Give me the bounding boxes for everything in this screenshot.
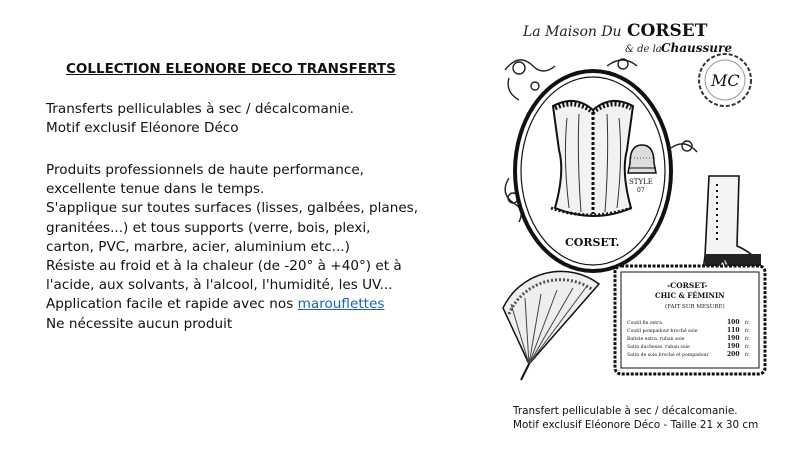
header-sub-script: & de la xyxy=(625,44,662,55)
price-row xyxy=(627,351,750,358)
price-row xyxy=(627,327,750,334)
price-item: Batiste extra, ruban soie xyxy=(627,337,685,342)
price-row xyxy=(627,343,750,350)
header-sub-brand: Chaussure xyxy=(661,41,732,55)
application-line xyxy=(46,295,426,314)
style-number: 07 xyxy=(637,187,645,194)
marouflettes-link[interactable]: marouflettes xyxy=(297,296,385,313)
price-card-note: (FAIT SUR MESURE) xyxy=(665,304,725,310)
feature-line: carton, PVC, marbre, acier, aluminium etc...) xyxy=(46,238,350,255)
feature-line: granitées...) et tous supports (verre, bois, plexi, xyxy=(46,219,371,236)
page-title: COLLECTION ELEONORE DECO TRANSFERTS xyxy=(66,61,396,77)
transfer-artwork xyxy=(495,8,773,394)
caption-line-1: Transfert pelliculable à sec / décalcomanie. xyxy=(513,405,738,417)
caption-line-2: Motif exclusif Eléonore Déco - Taille 21 x 30 cm xyxy=(513,419,759,431)
price-value: 190 xyxy=(727,335,740,342)
corset-illustration xyxy=(551,101,633,216)
price-unit: fr. xyxy=(745,345,750,350)
intro-line-1: Transferts pelliculables à sec / décalcomanie. xyxy=(46,101,354,117)
feature-line: Ne nécessite aucun produit xyxy=(46,315,233,332)
price-unit: fr. xyxy=(745,321,750,326)
feature-line: Produits professionnels de haute performance, xyxy=(46,162,365,178)
corset-label: CORSET. xyxy=(565,236,620,249)
price-card-subtitle: CHIC & FÉMININ xyxy=(655,291,725,300)
intro-paragraph xyxy=(46,100,426,138)
price-value: 190 xyxy=(727,343,740,350)
header-script: La Maison Du xyxy=(523,24,622,40)
monogram: MC xyxy=(711,71,740,90)
feature-line: excellente tenue dans le temps. xyxy=(46,181,265,198)
price-item: Coutil pompadour broché soie xyxy=(627,329,698,334)
fan-illustration xyxy=(503,271,599,380)
price-unit: fr. xyxy=(745,353,750,358)
intro-line-2: Motif exclusif Eléonore Déco xyxy=(46,120,239,137)
price-unit: fr. xyxy=(745,337,750,342)
thimble-illustration xyxy=(628,145,656,173)
feature-line: l'acide, aux solvants, à l'alcool, l'humidité, les UV... xyxy=(46,277,393,294)
artwork-caption xyxy=(513,404,758,432)
header-brand: CORSET xyxy=(627,21,708,41)
price-value: 200 xyxy=(727,351,740,358)
price-unit: fr. xyxy=(745,329,750,334)
features-paragraph xyxy=(46,161,426,334)
application-text: Application facile et rapide avec nos xyxy=(46,296,298,313)
price-value: 100 xyxy=(727,319,740,326)
style-label: STYLE xyxy=(629,178,653,186)
price-value: 110 xyxy=(727,327,740,334)
price-card-title: -CORSET- xyxy=(667,281,708,290)
price-item: Satin de soie broché et pompadour xyxy=(627,353,709,358)
feature-line: S'applique sur toutes surfaces (lisses, galbées, planes, xyxy=(46,200,419,217)
feature-line: Résiste au froid et à la chaleur (de -20° à +40°) et à xyxy=(46,258,402,275)
boot-illustration xyxy=(703,176,761,270)
price-item: Satin duchesse, ruban soie xyxy=(627,345,690,350)
price-item: Coutil fin extra xyxy=(627,321,663,326)
